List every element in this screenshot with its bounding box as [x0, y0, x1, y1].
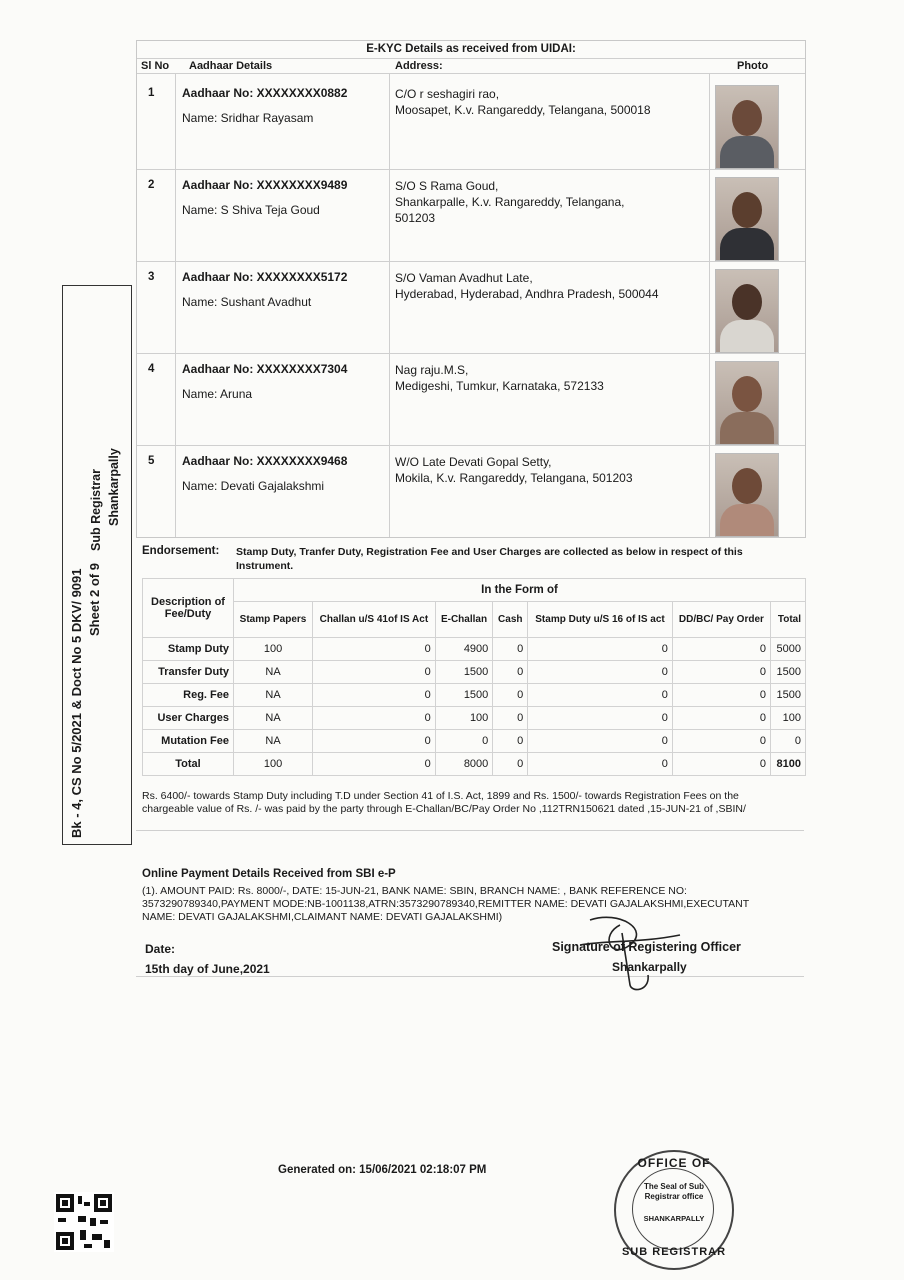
col-header: Total — [770, 602, 805, 638]
col-header: DD/BC/ Pay Order — [672, 602, 770, 638]
fee-desc-header: Description of Fee/Duty — [143, 579, 234, 638]
kyc-row — [137, 169, 805, 261]
fee-cell: 0 — [313, 730, 436, 753]
fee-cell: 5000 — [770, 638, 805, 661]
fee-cell: 0 — [672, 661, 770, 684]
fee-row-total — [143, 753, 806, 776]
kyc-row — [137, 353, 805, 445]
stamp-line4: Shankarpally — [107, 448, 121, 526]
seal-place: SHANKARPALLY — [643, 1214, 705, 1223]
fee-cell: 1500 — [770, 684, 805, 707]
fee-cell: 1500 — [435, 684, 493, 707]
header-slno: Sl No — [141, 60, 170, 72]
header-aadhaar: Aadhaar Details — [189, 60, 273, 72]
header-photo: Photo — [737, 60, 769, 72]
fee-label: Stamp Duty — [143, 638, 234, 661]
fee-cell: 8100 — [770, 753, 805, 776]
row-aadhaar: Aadhaar No: XXXXXXXX9468 — [182, 454, 348, 468]
fee-cell: 0 — [313, 707, 436, 730]
payment-note: Rs. 6400/- towards Stamp Duty including T.D under Section 41 of I.S. Act, 1899 and Rs. 1500/- towards Registration Fees on the chargeable value of Rs. /- was paid by the party through E-Challan/BC/Pay Order No ,112TRN150621 dated ,15-JUN-21 of ,SBIN/ — [142, 790, 746, 815]
row-address: S/O Vaman Avadhut Late, Hyderabad, Hyderabad, Andhra Pradesh, 500044 — [395, 271, 659, 301]
kyc-row — [137, 77, 805, 169]
fee-cell: NA — [234, 684, 313, 707]
col-header: Cash — [493, 602, 528, 638]
fee-cell: 0 — [493, 753, 528, 776]
fee-cell: 100 — [770, 707, 805, 730]
fee-cell: 0 — [313, 661, 436, 684]
fee-cell: 0 — [493, 730, 528, 753]
seal-top: OFFICE OF — [637, 1156, 711, 1170]
stamp-line3: Sub Registrar — [89, 469, 103, 551]
row-sl: 4 — [148, 363, 155, 375]
row-sl: 1 — [148, 87, 155, 99]
fee-cell: 0 — [313, 638, 436, 661]
fee-row — [143, 661, 806, 684]
fee-cell: 0 — [770, 730, 805, 753]
fee-cell: NA — [234, 730, 313, 753]
row-aadhaar: Aadhaar No: XXXXXXXX9489 — [182, 178, 348, 192]
fee-cell: 1500 — [770, 661, 805, 684]
row-address: S/O S Rama Goud, Shankarpalle, K.v. Rangareddy, Telangana, 501203 — [395, 179, 625, 225]
row-name: Name: S Shiva Teja Goud — [182, 203, 320, 217]
fee-label: Transfer Duty — [143, 661, 234, 684]
row-name: Name: Sushant Avadhut — [182, 295, 312, 309]
kyc-row — [137, 445, 805, 537]
fee-cell: 0 — [528, 730, 673, 753]
row-aadhaar: Aadhaar No: XXXXXXXX0882 — [182, 86, 348, 100]
photo — [715, 361, 779, 445]
fee-label: Mutation Fee — [143, 730, 234, 753]
row-sl: 3 — [148, 271, 155, 283]
fee-cell: 0 — [313, 753, 436, 776]
fee-cell: 0 — [672, 684, 770, 707]
fee-cell: 8000 — [435, 753, 493, 776]
row-name: Name: Sridhar Rayasam — [182, 111, 314, 125]
row-address: C/O r seshagiri rao, Moosapet, K.v. Rangareddy, Telangana, 500018 — [395, 87, 651, 117]
sub-registrar-seal — [614, 1150, 734, 1270]
seal-middle: The Seal of Sub Registrar office — [643, 1182, 704, 1201]
fee-cell: 0 — [528, 753, 673, 776]
signature-place: Shankarpally — [612, 960, 687, 974]
signature-scribble — [560, 905, 700, 995]
row-sl: 2 — [148, 179, 155, 191]
fee-cell: 100 — [234, 753, 313, 776]
fee-cell: 0 — [493, 661, 528, 684]
photo — [715, 453, 779, 537]
kyc-row — [137, 261, 805, 353]
fee-cell: 0 — [313, 684, 436, 707]
fee-row — [143, 730, 806, 753]
fee-cell: 1500 — [435, 661, 493, 684]
photo — [715, 177, 779, 261]
fee-cell: 0 — [672, 638, 770, 661]
photo — [715, 269, 779, 353]
fee-cell: 0 — [528, 684, 673, 707]
fee-cell: 0 — [672, 753, 770, 776]
fee-cell: 0 — [493, 684, 528, 707]
payment-text: (1). AMOUNT PAID: Rs. 8000/-, DATE: 15-JUN-21, BANK NAME: SBIN, BRANCH NAME: , BANK REFERENCE NO: 3573290789340,PAYMENT MODE:NB-1001138,ATRN:3573290789340,REMITTER NAME: DEVATI GAJALAKSHMI,EXECUTANT NAME: DEVATI GAJALAKSHMI,CLAIMANT NAME: DEVATI GAJALAKSHMI) — [142, 885, 749, 923]
row-sl: 5 — [148, 455, 155, 467]
fee-label: Reg. Fee — [143, 684, 234, 707]
ekyc-title: E-KYC Details as received from UIDAI: — [366, 43, 576, 55]
endorsement-label: Endorsement: — [142, 545, 220, 557]
col-header: E-Challan — [435, 602, 493, 638]
col-header: Stamp Duty u/S 16 of IS act — [528, 602, 673, 638]
fee-label: User Charges — [143, 707, 234, 730]
fee-row — [143, 707, 806, 730]
ekyc-table — [136, 40, 806, 538]
fee-cell: 0 — [528, 638, 673, 661]
fee-cell: 0 — [672, 707, 770, 730]
fee-cell: 0 — [493, 707, 528, 730]
row-address: Nag raju.M.S, Medigeshi, Tumkur, Karnataka, 572133 — [395, 363, 604, 393]
row-aadhaar: Aadhaar No: XXXXXXXX5172 — [182, 270, 348, 284]
row-address: W/O Late Devati Gopal Setty, Mokila, K.v. Rangareddy, Telangana, 501203 — [395, 455, 633, 485]
col-header: Challan u/S 41of IS Act — [313, 602, 436, 638]
row-aadhaar: Aadhaar No: XXXXXXXX7304 — [182, 362, 348, 376]
fee-cell: NA — [234, 661, 313, 684]
fee-cell: 100 — [234, 638, 313, 661]
row-name: Name: Aruna — [182, 387, 253, 401]
signature-label: Signature of Registering Officer — [552, 940, 741, 954]
side-stamp — [62, 285, 132, 845]
fee-row — [143, 684, 806, 707]
fee-row — [143, 638, 806, 661]
fee-cell: 0 — [528, 661, 673, 684]
row-name: Name: Devati Gajalakshmi — [182, 479, 325, 493]
fee-cell: 0 — [435, 730, 493, 753]
date-label: Date: — [145, 942, 176, 956]
qr-code — [54, 1192, 114, 1252]
fee-form-header: In the Form of — [234, 579, 806, 602]
col-header: Stamp Papers — [234, 602, 313, 638]
fee-cell: 0 — [672, 730, 770, 753]
fee-cell: 0 — [528, 707, 673, 730]
photo — [715, 85, 779, 169]
generated-on: Generated on: 15/06/2021 02:18:07 PM — [278, 1164, 487, 1176]
fee-cell: 4900 — [435, 638, 493, 661]
payment-title: Online Payment Details Received from SBI e-P — [142, 868, 396, 880]
fee-cell: NA — [234, 707, 313, 730]
date-value: 15th day of June,2021 — [145, 962, 270, 976]
fee-label: Total — [143, 753, 234, 776]
fee-cell: 0 — [493, 638, 528, 661]
stamp-line2: Sheet 2 of 9 — [87, 563, 102, 636]
stamp-line1: Bk - 4, CS No 5/2021 & Doct No 5 DKV/ 9091 — [69, 568, 84, 838]
fee-cell: 100 — [435, 707, 493, 730]
fee-table — [142, 578, 806, 776]
seal-bottom: SUB REGISTRAR — [621, 1246, 727, 1258]
endorsement-text: Stamp Duty, Tranfer Duty, Registration Fee and User Charges are collected as below in respect of this Instrument. — [236, 546, 743, 572]
header-address: Address: — [395, 60, 443, 72]
